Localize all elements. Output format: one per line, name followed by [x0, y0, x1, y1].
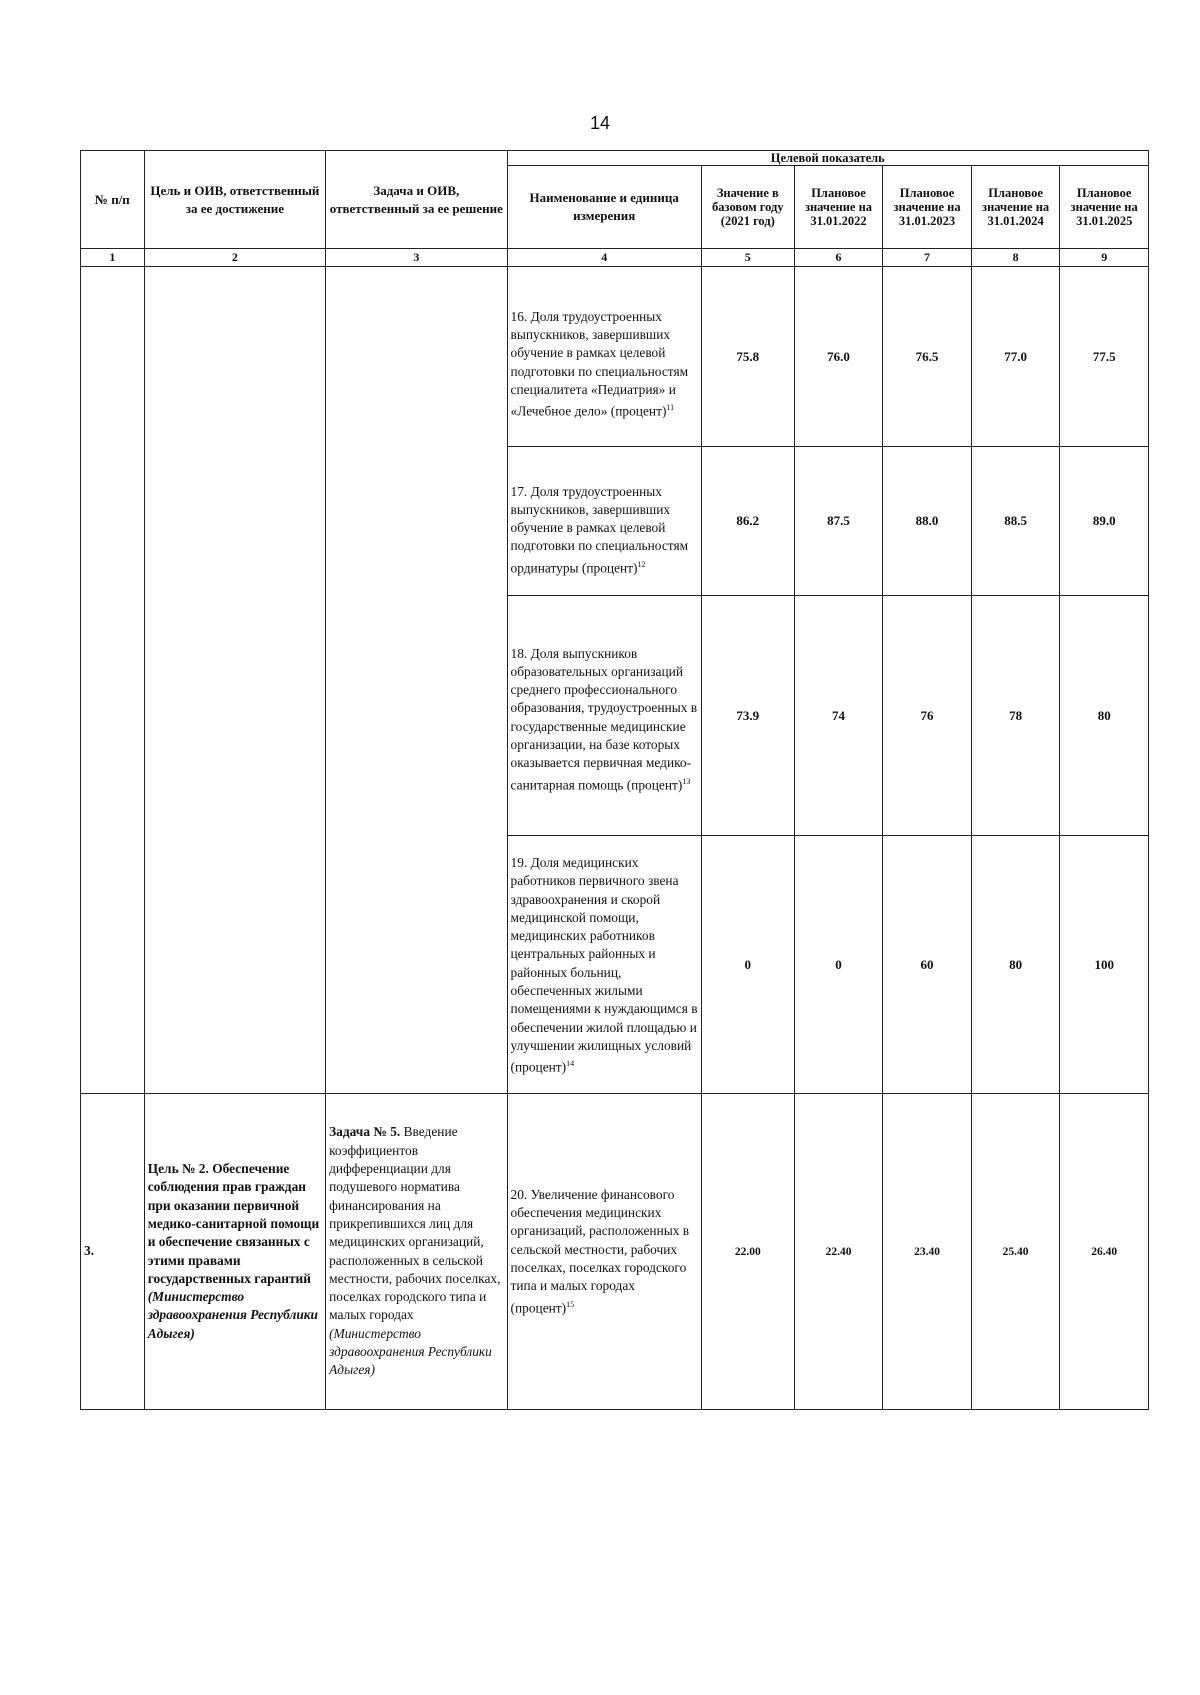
- indicator-name: 17. Доля трудоустроенных выпускников, завершивших обучение в рамках целевой подготовки по специальностям ординатуры (процент)$^{12}$: [507, 447, 701, 596]
- header-number: № п/п: [81, 151, 145, 249]
- indicator-name: 20. Увеличение финансового обеспечения медицинских организаций, расположенных в сельской местности, рабочих поселках, поселках городского типа и малых городах (процент)$^{15}$: [507, 1094, 701, 1410]
- column-number: 5: [701, 249, 794, 267]
- page-number: 14: [589, 113, 611, 133]
- column-number: 4: [507, 249, 701, 267]
- empty-number-cell: [81, 267, 145, 1094]
- indicator-name: 18. Доля выпускников образовательных организаций среднего профессионального образования, трудоустроенных в государственные медицинские организации, на базе которых оказывается первичная медико-санитарная помощь (процент)$^{13}$: [507, 596, 701, 836]
- value-2025: 100: [1060, 836, 1149, 1094]
- value-2023: 23.40: [883, 1094, 972, 1410]
- value-2022: 0: [794, 836, 883, 1094]
- header-target-indicator: Целевой показатель: [507, 151, 1148, 166]
- row-number: 3.: [81, 1094, 145, 1410]
- value-2024: 88.5: [971, 447, 1060, 596]
- value-base: 0: [701, 836, 794, 1094]
- value-2022: 22.40: [794, 1094, 883, 1410]
- value-2024: 78: [971, 596, 1060, 836]
- column-number: 2: [144, 249, 325, 267]
- goal-title: Цель № 2. Обеспечение соблюдения прав граждан при оказании первичной медико-санитарной помощи и обеспечение связанных с этими правами государственных гарантий: [147, 1161, 320, 1286]
- value-2025: 80: [1060, 596, 1149, 836]
- value-2023: 76.5: [883, 267, 972, 447]
- value-2023: 88.0: [883, 447, 972, 596]
- value-2025: 89.0: [1060, 447, 1149, 596]
- column-number: 9: [1060, 249, 1149, 267]
- header-plan-2025: Плановое значение на 31.01.2025: [1060, 166, 1149, 249]
- task-number: Задача № 5.: [329, 1124, 401, 1140]
- value-2025: 26.40: [1060, 1094, 1149, 1410]
- value-2025: 77.5: [1060, 267, 1149, 447]
- value-2024: 80: [971, 836, 1060, 1094]
- value-base: 22.00: [701, 1094, 794, 1410]
- task-text: Введение коэффициентов дифференциации для подушевого норматива финансирования на прикрепившихся лиц для медицинских организаций, расположенных в сельской местности, рабочих поселках, поселках городского типа и малых городах: [329, 1124, 501, 1323]
- goal-responsible-org: (Министерство здравоохранения Республики Адыгея): [147, 1289, 319, 1341]
- value-2023: 76: [883, 596, 972, 836]
- header-indicator-name: Наименование и единица измерения: [507, 166, 701, 249]
- column-number: 6: [794, 249, 883, 267]
- column-number: 1: [81, 249, 145, 267]
- empty-task-cell: [326, 267, 507, 1094]
- indicator-name: 19. Доля медицинских работников первичного звена здравоохранения и скорой медицинской помощи, медицинских работников центральных районных и районных больниц, обеспеченных жилыми помещениями к нуждающимся в обеспечении жилой площадью и улучшении жилищных условий (процент)$^{14}$: [507, 836, 701, 1094]
- table-row: [81, 1094, 1149, 1410]
- value-2022: 87.5: [794, 447, 883, 596]
- empty-goal-cell: [144, 267, 325, 1094]
- column-number: 8: [971, 249, 1060, 267]
- header-plan-2024: Плановое значение на 31.01.2024: [971, 166, 1060, 249]
- column-number: 3: [326, 249, 507, 267]
- header-plan-2023: Плановое значение на 31.01.2023: [883, 166, 972, 249]
- header-goal: Цель и ОИВ, ответственный за ее достижение: [144, 151, 325, 249]
- task-responsible-org: (Министерство здравоохранения Республики Адыгея): [329, 1325, 492, 1378]
- value-2023: 60: [883, 836, 972, 1094]
- column-number: 7: [883, 249, 972, 267]
- value-base: 86.2: [701, 447, 794, 596]
- value-base: 73.9: [701, 596, 794, 836]
- table-row: [81, 267, 1149, 447]
- column-number-row: [81, 249, 1149, 267]
- value-2024: 77.0: [971, 267, 1060, 447]
- value-2024: 25.40: [971, 1094, 1060, 1410]
- target-indicators-table: [80, 150, 1149, 1410]
- header-plan-2022: Плановое значение на 31.01.2022: [794, 166, 883, 249]
- value-2022: 76.0: [794, 267, 883, 447]
- header-base-value: Значение в базовом году (2021 год): [701, 166, 794, 249]
- value-2022: 74: [794, 596, 883, 836]
- goal-cell: [144, 1094, 325, 1410]
- header-task: Задача и ОИВ, ответственный за ее решение: [326, 151, 507, 249]
- value-base: 75.8: [701, 267, 794, 447]
- task-cell: [326, 1094, 507, 1410]
- indicator-name: 16. Доля трудоустроенных выпускников, завершивших обучение в рамках целевой подготовки по специальностям специалитета «Педиатрия» и «Лечебное дело» (процент)$^{11}$: [507, 267, 701, 447]
